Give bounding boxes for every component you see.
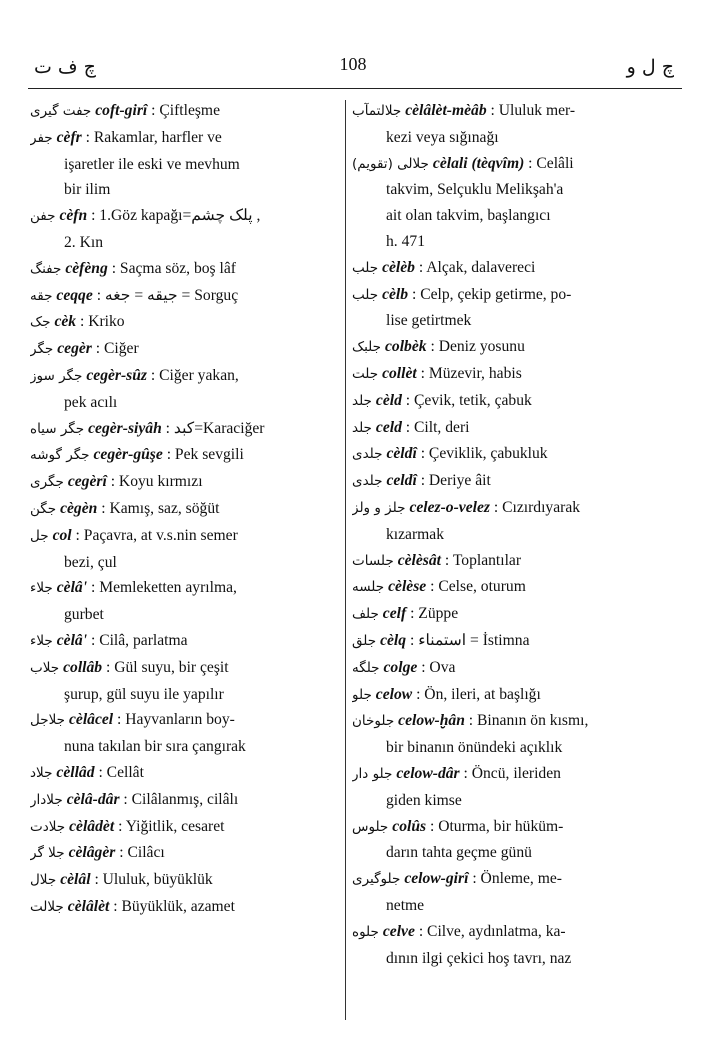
dictionary-entry	[352, 682, 662, 709]
transliterated-headword: cèlq	[380, 631, 407, 649]
entry-first-line	[30, 442, 336, 469]
definition-text: : جیقه = جغه = Sorguç	[96, 286, 239, 304]
page-number: 108	[339, 54, 367, 74]
transliterated-headword: celf	[382, 605, 407, 623]
entry-first-line	[30, 787, 336, 814]
dictionary-entry	[352, 814, 662, 867]
definition-text: : Ciğer	[95, 340, 139, 358]
transliterated-headword: col	[52, 526, 72, 544]
entry-first-line	[352, 388, 662, 415]
transliterated-headword: cèlâgèr	[68, 844, 116, 862]
definition-text: : Ululuk mer-	[490, 102, 576, 119]
arabic-script-headword: جلسه	[352, 579, 385, 596]
transliterated-headword: cegèr-sûz	[86, 366, 147, 384]
dictionary-entry	[352, 919, 662, 972]
transliterated-headword: colbèk	[384, 338, 427, 356]
dictionary-entry	[352, 601, 662, 628]
definition-text: : Memleketten ayrılma,	[90, 579, 237, 597]
definition-text: : Çevik, tetik, çabuk	[405, 391, 532, 409]
transliterated-headword: celez-o-velez	[409, 498, 490, 516]
definition-text: : Öncü, ileriden	[463, 764, 561, 782]
definition-continuation: darın tahta geçme günü	[386, 844, 532, 862]
definition-text: : Oturma, bir hüküm-	[429, 817, 564, 835]
entry-first-line	[352, 334, 662, 361]
definition-text: : Çeviklik, çabukluk	[420, 445, 548, 463]
transliterated-headword: cèk	[54, 313, 77, 331]
transliterated-headword: cèlâ-dâr	[66, 790, 120, 808]
entry-first-line	[352, 682, 662, 709]
definition-continuation: bezi, çul	[64, 553, 117, 571]
entry-first-line	[352, 628, 662, 655]
arabic-script-headword: جفر	[30, 129, 53, 146]
transliterated-headword: cèllâd	[56, 763, 95, 781]
transliterated-headword: celve	[382, 922, 415, 940]
page-header	[28, 52, 678, 86]
dictionary-entry	[30, 416, 336, 443]
dictionary-entry	[30, 628, 336, 655]
entry-first-line	[352, 655, 662, 682]
dictionary-entry	[352, 255, 662, 282]
dictionary-entry	[352, 761, 662, 814]
left-column	[30, 98, 336, 921]
transliterated-headword: cèlâ'	[56, 631, 88, 649]
dictionary-entry	[30, 469, 336, 496]
entry-first-line	[352, 468, 662, 495]
arabic-script-headword: جلف	[352, 606, 379, 623]
definition-text: : Hayvanların boy-	[117, 711, 235, 729]
entry-first-line	[30, 336, 336, 363]
dictionary-entry	[30, 787, 336, 814]
arabic-script-headword: جلب	[352, 259, 379, 276]
dictionary-entry	[352, 361, 662, 388]
dictionary-entry	[30, 575, 336, 628]
transliterated-headword: cèlb	[382, 285, 409, 303]
entry-first-line	[30, 203, 336, 230]
definition-text: : Pek sevgili	[166, 446, 244, 464]
arabic-script-headword: جلوس	[352, 818, 389, 835]
arabic-script-headword: جلبک	[352, 339, 381, 356]
dictionary-entry	[352, 468, 662, 495]
dictionary-entry	[30, 98, 336, 125]
dictionary-entry	[30, 655, 336, 708]
dictionary-entry	[352, 388, 662, 415]
dictionary-entry	[30, 125, 336, 203]
entry-first-line	[30, 363, 336, 390]
dictionary-entry	[352, 574, 662, 601]
transliterated-headword: cèlèsât	[397, 551, 441, 569]
arabic-script-headword: جلسات	[352, 552, 394, 569]
definition-text: : Cilâ, parlatma	[90, 631, 188, 649]
arabic-script-headword: جلادت	[30, 818, 66, 835]
definition-text: : Kriko	[79, 313, 125, 331]
definition-text: : Celp, çekip getirme, po-	[411, 285, 572, 303]
arabic-script-headword: جلالت	[30, 898, 64, 915]
definition-continuation: bir ilim	[64, 181, 111, 199]
definition-text: : Binanın ön kısmı,	[468, 712, 589, 730]
entry-first-line	[30, 98, 336, 125]
entry-first-line	[30, 469, 336, 496]
arabic-script-headword: جلت	[352, 365, 379, 382]
dictionary-entry	[30, 363, 336, 416]
dictionary-entry	[352, 98, 662, 151]
arabic-script-headword: جگری	[30, 474, 64, 491]
arabic-script-headword: جلا گر	[30, 845, 65, 862]
entry-first-line	[352, 151, 662, 178]
entry-first-line	[30, 283, 336, 310]
definition-continuation: bir binanın önündeki açıklık	[386, 739, 563, 757]
definition-text: : Celâli	[528, 154, 574, 172]
definition-text: : Cellât	[98, 763, 144, 781]
arabic-script-headword: جلاء	[30, 632, 53, 649]
transliterated-headword: cèlèb	[382, 258, 415, 276]
dictionary-entry	[30, 760, 336, 787]
transliterated-headword: cegèr	[57, 340, 92, 358]
transliterated-headword: cèlâlèt	[67, 897, 110, 915]
dictionary-entry	[352, 334, 662, 361]
entry-first-line	[30, 125, 336, 152]
definition-text: : Paçavra, at v.s.nin semer	[75, 526, 238, 544]
entry-first-line	[30, 523, 336, 550]
entry-first-line	[352, 866, 662, 893]
arabic-script-headword: جلاجل	[30, 712, 65, 729]
dictionary-entry	[30, 814, 336, 841]
entry-first-line	[30, 655, 336, 682]
arabic-script-headword: جلد	[352, 392, 372, 409]
arabic-script-headword: جلالی (تقویم)	[352, 155, 429, 172]
definition-text: : Saçma söz, boş lâf	[111, 259, 236, 277]
entry-first-line	[352, 255, 662, 282]
definition-continuation: lise getirtmek	[386, 312, 472, 330]
running-head-left: چ ف ت	[34, 56, 96, 78]
transliterated-headword: collâb	[63, 658, 103, 676]
definition-text: : 1.Göz kapağı=پلک چشم ,	[91, 207, 261, 225]
definition-continuation: takvim, Selçuklu Melikşah'a	[386, 181, 564, 199]
definition-text: : Cilt, deri	[405, 418, 470, 436]
dictionary-entry	[30, 203, 336, 256]
transliterated-headword: collèt	[382, 364, 417, 382]
dictionary-entry	[352, 441, 662, 468]
running-head-right: چ ل و	[626, 56, 674, 78]
transliterated-headword: cèld	[375, 391, 402, 409]
transliterated-headword: cèfn	[59, 207, 88, 225]
dictionary-entry	[352, 495, 662, 548]
definition-continuation: pek acılı	[64, 393, 118, 411]
arabic-script-headword: جلو	[352, 686, 372, 703]
definition-text: : Yiğitlik, cesaret	[118, 817, 225, 835]
arabic-script-headword: جلال	[30, 872, 57, 889]
transliterated-headword: cegèr-siyâh	[88, 419, 162, 437]
entry-first-line	[30, 309, 336, 336]
definition-continuation: işaretler ile eski ve mevhum	[64, 155, 240, 173]
entry-first-line	[30, 894, 336, 921]
entry-first-line	[30, 256, 336, 283]
transliterated-headword: celow-ḫân	[398, 712, 465, 730]
dictionary-entry	[352, 866, 662, 919]
arabic-script-headword: جلالتمآب	[352, 103, 402, 119]
dictionary-entry	[30, 840, 336, 867]
arabic-script-headword: جلاب	[30, 659, 60, 676]
arabic-script-headword: جفن	[30, 208, 56, 225]
definition-text: : کبد=Karaciğer	[165, 419, 265, 437]
arabic-script-headword: جفت گیری	[30, 103, 92, 119]
definition-text: : Celse, oturum	[430, 578, 526, 596]
definition-continuation: giden kimse	[386, 791, 462, 809]
entry-first-line	[352, 919, 662, 946]
dictionary-entry	[30, 523, 336, 576]
arabic-script-headword: جفنگ	[30, 260, 62, 277]
arabic-script-headword: جلاء	[30, 580, 53, 597]
definition-text: : Gül suyu, bir çeşit	[106, 658, 229, 676]
definition-continuation: nuna takılan bir sıra çangırak	[64, 738, 246, 756]
arabic-script-headword: جلدی	[352, 446, 383, 463]
transliterated-headword: cèlâ'	[56, 579, 88, 597]
entry-first-line	[352, 415, 662, 442]
arabic-script-headword: جلز و ولز	[352, 499, 406, 516]
entry-first-line	[30, 840, 336, 867]
transliterated-headword: cèfr	[56, 128, 82, 146]
transliterated-headword: celd	[375, 418, 402, 436]
definition-text: : Cilâcı	[119, 844, 165, 862]
arabic-script-headword: جل	[30, 527, 49, 544]
arabic-script-headword: جگر گوشه	[30, 447, 90, 464]
arabic-script-headword: جلد	[352, 419, 372, 436]
arabic-script-headword: جلدی	[352, 473, 383, 490]
entry-first-line	[352, 601, 662, 628]
arabic-script-headword: جلق	[352, 632, 377, 649]
arabic-script-headword: جگر	[30, 341, 54, 358]
transliterated-headword: coft-girî	[95, 102, 148, 119]
definition-text: : Züppe	[410, 605, 459, 623]
transliterated-headword: cegèr-gûşe	[93, 446, 163, 464]
entry-first-line	[352, 761, 662, 788]
right-column	[352, 98, 662, 971]
entry-first-line	[352, 98, 662, 125]
dictionary-entry	[352, 628, 662, 655]
transliterated-headword: cèlali (tèqvîm)	[432, 154, 525, 172]
transliterated-headword: colûs	[392, 817, 427, 835]
dictionary-entry	[30, 336, 336, 363]
arabic-script-headword: جلوگیری	[352, 871, 401, 888]
definition-continuation: h. 471	[386, 232, 425, 250]
definition-continuation: 2. Kın	[64, 233, 103, 251]
dictionary-entry	[30, 256, 336, 283]
definition-text: : Toplantılar	[444, 551, 522, 569]
dictionary-entry	[352, 655, 662, 682]
definition-continuation: ait olan takvim, başlangıcı	[386, 207, 551, 225]
dictionary-entry	[352, 708, 662, 761]
dictionary-entry	[30, 867, 336, 894]
transliterated-headword: cèlâlèt-mèâb	[405, 102, 487, 119]
entry-first-line	[30, 814, 336, 841]
transliterated-headword: cèlâl	[60, 871, 91, 889]
definition-continuation: kezi veya sığınağı	[386, 128, 499, 146]
definition-text: : Cızırdıyarak	[493, 498, 581, 516]
entry-first-line	[352, 814, 662, 841]
entry-first-line	[352, 495, 662, 522]
entry-first-line	[30, 496, 336, 523]
dictionary-entry	[30, 309, 336, 336]
entry-first-line	[352, 361, 662, 388]
dictionary-entry	[30, 894, 336, 921]
transliterated-headword: celdî	[386, 472, 417, 490]
transliterated-headword: colge	[383, 658, 418, 676]
definition-continuation: gurbet	[64, 606, 104, 624]
transliterated-headword: ceqqe	[56, 286, 93, 304]
entry-first-line	[352, 441, 662, 468]
transliterated-headword: celow	[375, 685, 413, 703]
transliterated-headword: celow-dâr	[396, 764, 460, 782]
entry-first-line	[352, 548, 662, 575]
definition-text: : Büyüklük, azamet	[113, 897, 235, 915]
entry-first-line	[352, 282, 662, 309]
entry-first-line	[352, 574, 662, 601]
definition-text: : Ciğer yakan,	[150, 366, 239, 384]
definition-continuation: netme	[386, 896, 425, 914]
dictionary-entry	[352, 548, 662, 575]
definition-continuation: dının ilgi çekici hoş tavrı, naz	[386, 949, 572, 967]
arabic-script-headword: جگر سوز	[30, 367, 83, 384]
definition-text: : Deriye âit	[420, 472, 491, 490]
dictionary-entry	[352, 282, 662, 335]
transliterated-headword: cèlâcel	[68, 711, 114, 729]
dictionary-entry	[352, 151, 662, 255]
dictionary-entry	[30, 283, 336, 310]
dictionary-entry	[352, 415, 662, 442]
definition-continuation: şurup, gül suyu ile yapılır	[64, 685, 224, 703]
definition-text: : Ova	[421, 658, 456, 676]
header-rule	[28, 88, 682, 89]
arabic-script-headword: جلب	[352, 286, 379, 303]
definition-continuation: kızarmak	[386, 525, 445, 543]
entry-first-line	[30, 416, 336, 443]
entry-first-line	[30, 760, 336, 787]
transliterated-headword: cèlèse	[388, 578, 427, 596]
entry-first-line	[30, 867, 336, 894]
definition-text: : Ön, ileri, at başlığı	[416, 685, 541, 703]
arabic-script-headword: جگر سیاه	[30, 420, 85, 437]
column-divider	[345, 100, 346, 1020]
transliterated-headword: cèlâdèt	[69, 817, 115, 835]
definition-text: : Cilve, aydınlatma, ka-	[418, 922, 566, 940]
transliterated-headword: cèfèng	[65, 259, 108, 277]
definition-text: : استمناء = İstimna	[409, 631, 530, 649]
entry-first-line	[30, 707, 336, 734]
arabic-script-headword: جلو دار	[352, 765, 393, 782]
definition-text: : Müzevir, habis	[420, 364, 522, 382]
definition-text: : Kamış, saz, söğüt	[101, 499, 220, 517]
definition-text: : Koyu kırmızı	[110, 473, 203, 491]
arabic-script-headword: جلادار	[30, 791, 63, 808]
arabic-script-headword: جلوه	[352, 923, 379, 940]
entry-first-line	[30, 628, 336, 655]
arabic-script-headword: جک	[30, 314, 51, 331]
entry-first-line	[30, 575, 336, 602]
dictionary-entry	[30, 707, 336, 760]
definition-text: : Çiftleşme	[151, 102, 220, 119]
transliterated-headword: celow-girî	[404, 870, 469, 888]
arabic-script-headword: جلگه	[352, 659, 380, 676]
arabic-script-headword: جگن	[30, 500, 57, 517]
definition-text: : Önleme, me-	[472, 870, 562, 888]
definition-text: : Ululuk, büyüklük	[94, 871, 213, 889]
dictionary-entry	[30, 496, 336, 523]
definition-text: : Cilâlanmış, cilâlı	[123, 790, 239, 808]
definition-text: : Deniz yosunu	[430, 338, 525, 356]
arabic-script-headword: جلوخان	[352, 713, 395, 730]
transliterated-headword: cègèn	[60, 499, 98, 517]
entry-first-line	[352, 708, 662, 735]
transliterated-headword: cegèrî	[67, 473, 107, 491]
arabic-script-headword: جلاد	[30, 764, 53, 781]
transliterated-headword: cèldî	[386, 445, 417, 463]
arabic-script-headword: جقه	[30, 287, 53, 304]
definition-text: : Alçak, dalavereci	[418, 258, 536, 276]
dictionary-entry	[30, 442, 336, 469]
definition-text: : Rakamlar, harfler ve	[85, 128, 222, 146]
